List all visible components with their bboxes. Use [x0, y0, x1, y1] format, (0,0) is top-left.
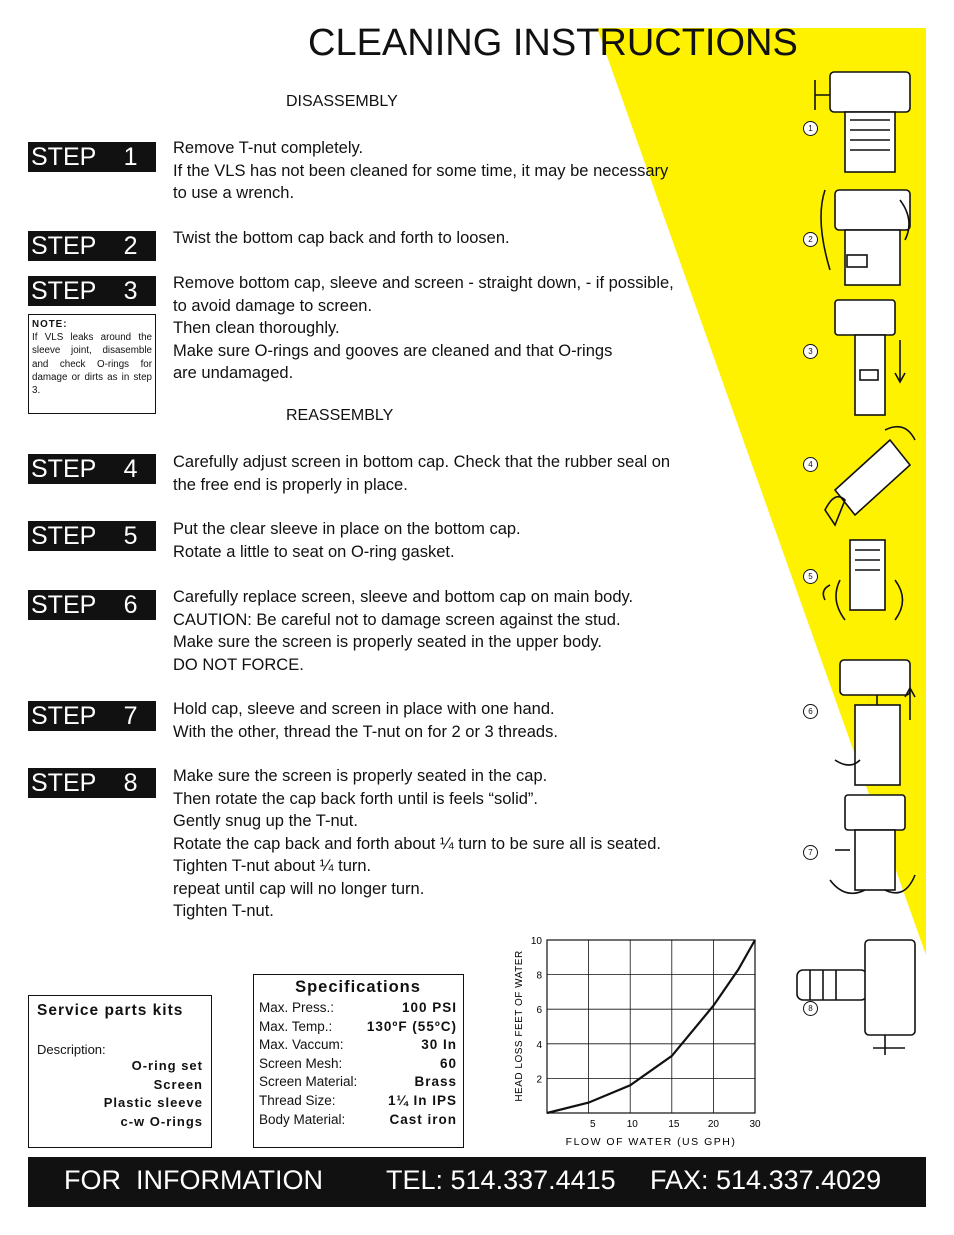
specifications-title: Specifications	[295, 978, 421, 996]
step-5-label: STEP 5	[28, 521, 156, 551]
service-item: Screen	[153, 1076, 203, 1092]
figure-number-7: 7	[803, 845, 818, 860]
spec-row: Thread Size: 1¼ In IPS	[259, 1092, 457, 1108]
chart-grid	[547, 940, 755, 1113]
series-line	[547, 940, 755, 1113]
figure-number-5: 5	[803, 569, 818, 584]
step-3-label: STEP 3	[28, 276, 156, 306]
y-tick-label: 6	[536, 1005, 542, 1017]
x-tick-label: 10	[626, 1119, 638, 1130]
footer-info: FOR INFORMATION	[64, 1165, 323, 1195]
illustration-5	[823, 540, 902, 620]
step-7-label: STEP 7	[28, 701, 156, 731]
assembly-illustrations	[795, 70, 925, 1060]
step-6-label: STEP 6	[28, 590, 156, 620]
footer-telephone: TEL: 514.337.4415	[386, 1165, 616, 1195]
y-tick-label: 10	[530, 936, 542, 947]
spec-row: Body Material: Cast iron	[259, 1111, 457, 1127]
chart-frame	[547, 940, 755, 1113]
step-8-text: Make sure the screen is properly seated in the cap. Then rotate the cap back forth until is feels “solid”. Gently snug up the T-nut. Rotate the cap back and forth about ¼ turn to be sure all is seated. Tighten T-nut about ¼ turn. repeat until cap will no longer turn. Tighten T-nut.	[173, 767, 661, 920]
step-3-text: Remove bottom cap, sleeve and screen - straight down, - if possible, to avoid damage to screen. Then clean thoroughly. Make sure O-rings and gooves are cleaned and that O-rings are undamaged.	[173, 274, 674, 382]
service-parts-box	[28, 995, 212, 1148]
y-tick-label: 2	[536, 1074, 542, 1086]
step-5-text: Put the clear sleeve in place on the bottom cap. Rotate a little to seat on O-ring gasket.	[173, 520, 521, 561]
page-title: CLEANING INSTRUCTIONS	[308, 22, 798, 64]
figure-number-2: 2	[803, 232, 818, 247]
x-tick-label: 30	[749, 1119, 761, 1130]
illustration-4	[825, 427, 915, 525]
y-axis-label: HEAD LOSS FEET OF WATER	[514, 950, 525, 1102]
spec-row: Max. Temp.: 130ºF (55ºC)	[259, 1018, 457, 1034]
disassembly-heading: DISASSEMBLY	[286, 93, 398, 110]
note-title: NOTE:	[32, 319, 68, 330]
figure-number-3: 3	[803, 344, 818, 359]
note-body: If VLS leaks around the sleeve joint, disasemble and check O-rings for damage or dirts as in step 3.	[32, 332, 152, 397]
head-loss-chart	[505, 930, 765, 1150]
footer-fax: FAX: 514.337.4029	[650, 1165, 882, 1195]
service-item: c-w O-rings	[120, 1113, 203, 1129]
footer-bar	[28, 1157, 926, 1207]
figure-number-6: 6	[803, 704, 818, 719]
x-axis-label: FLOW OF WATER (US GPH)	[565, 1136, 737, 1148]
illustration-7	[830, 795, 915, 893]
step-6-text: Carefully replace screen, sleeve and bottom cap on main body. CAUTION: Be careful not to damage screen against the stud. Make sure the screen is properly seated in the upper body. DO NOT FORCE.	[173, 588, 634, 674]
x-tick-label: 5	[589, 1119, 596, 1130]
illustration-1	[815, 72, 910, 172]
illustration-3	[835, 300, 905, 415]
step-7-text: Hold cap, sleeve and screen in place with one hand. With the other, thread the T-nut on for 2 or 3 threads.	[173, 700, 558, 741]
step-1-label: STEP 1	[28, 142, 156, 172]
service-item: Plastic sleeve	[103, 1095, 203, 1110]
figure-number-8: 8	[803, 1001, 818, 1016]
y-tick-label: 8	[536, 970, 542, 982]
step-2-text: Twist the bottom cap back and forth to loosen.	[173, 229, 510, 247]
x-tick-label: 20	[707, 1119, 719, 1130]
spec-row: Max. Vaccum: 30 In	[259, 1037, 457, 1053]
note-box	[28, 314, 156, 414]
y-tick-labels	[531, 936, 543, 1085]
x-tick-labels	[590, 1119, 761, 1130]
illustration-2	[821, 190, 910, 285]
spec-row: Max. Press.: 100 PSI	[259, 1000, 457, 1015]
figure-number-1: 1	[803, 121, 818, 136]
spec-row: Screen Material: Brass	[259, 1074, 457, 1090]
spec-row: Screen Mesh: 60	[259, 1055, 457, 1071]
illustration-8	[797, 940, 915, 1055]
specifications-box	[253, 974, 464, 1148]
service-item: O-ring set	[131, 1058, 203, 1073]
service-parts-title: Service parts kits	[37, 1002, 184, 1019]
x-tick-label: 15	[668, 1119, 680, 1130]
step-4-text: Carefully adjust screen in bottom cap. Check that the rubber seal on the free end is properly in place.	[173, 453, 671, 494]
illustration-6	[835, 660, 915, 785]
step-4-label: STEP 4	[28, 454, 156, 484]
y-tick-label: 4	[536, 1039, 542, 1051]
reassembly-heading: REASSEMBLY	[286, 407, 394, 424]
figure-number-4: 4	[803, 457, 818, 472]
step-2-label: STEP 2	[28, 231, 156, 261]
step-8-label: STEP 8	[28, 768, 156, 798]
step-1-text: Remove T-nut completely. If the VLS has not been cleaned for some time, it may be necessary to use a wrench.	[173, 139, 669, 202]
description-label: Description:	[37, 1042, 106, 1057]
